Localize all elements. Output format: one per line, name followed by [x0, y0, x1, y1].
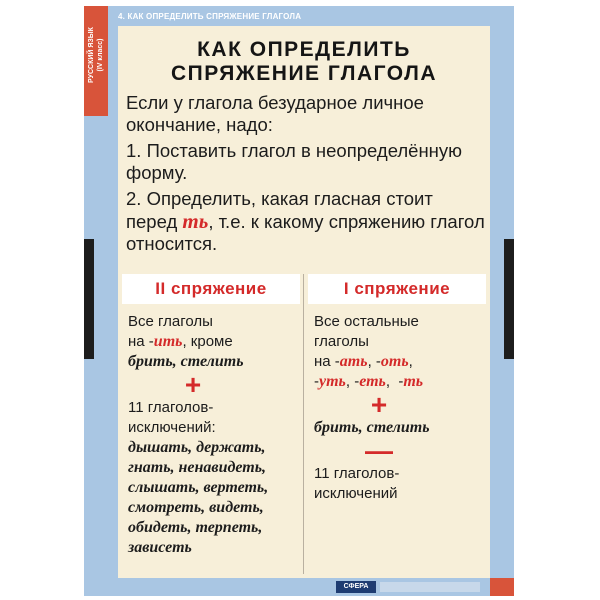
footer-bar [118, 578, 490, 596]
page-title [118, 38, 490, 86]
left-plus-sign: + [184, 369, 202, 400]
content-panel [118, 26, 490, 578]
left-line-5: исключений: [128, 419, 216, 436]
intro-paragraph-3 [126, 188, 486, 255]
left-line-1: Все глаголы [128, 313, 213, 330]
side-strip-text [87, 0, 105, 110]
title-line-1: КАК ОПРЕДЕЛИТЬ [197, 38, 411, 61]
exception-line: зависеть [128, 539, 192, 556]
footer-corner [490, 578, 514, 596]
intro-paragraph-2: 1. Поставить глагол в неопределённую форму. [126, 140, 463, 183]
right-line-3: на -ать, -оть, [314, 353, 413, 370]
right-minus-sign: — [365, 435, 393, 466]
exception-line: гнать, ненавидеть, [128, 459, 267, 476]
header-label: 4. КАК ОПРЕДЕЛИТЬ СПРЯЖЕНИЕ ГЛАГОЛА [118, 12, 302, 21]
exception-line: смотреть, видеть, [128, 499, 264, 516]
right-plus-sign: + [370, 389, 388, 420]
exception-line: дышать, держать, [128, 439, 266, 456]
heading-first-conjugation: I спряжение [308, 274, 486, 304]
poster [84, 6, 514, 596]
exception-line: обидеть, терпеть, [128, 519, 263, 536]
intro-p3-marker: ть [182, 209, 209, 233]
exception-line: слышать, вертеть, [128, 479, 269, 496]
suffix-ot: оть [380, 353, 409, 370]
left-line-2-post: , кроме [182, 333, 233, 350]
suffix-et: еть [359, 373, 386, 390]
right-edge-tab [504, 239, 514, 359]
side-subject: РУССКИЙ ЯЗЫК [88, 27, 95, 83]
suffix-at: ать [339, 353, 368, 370]
intro-paragraph-1: Если у глагола безударное личное окончание, надо: [126, 92, 424, 135]
right-line-1: Все остальные [314, 313, 419, 330]
second-conjugation-column [128, 312, 300, 558]
left-line-2 [128, 332, 300, 352]
intro-p3-end: , т.е. к какому спряжению глагол относится. [126, 211, 485, 254]
right-line-7: исключений [314, 485, 398, 502]
right-line-4: -уть, -еть, -ть [314, 373, 424, 390]
left-suffix: ить [153, 333, 183, 350]
right-line-6: 11 глаголов- [314, 465, 400, 482]
left-line-2-pre: на - [128, 333, 154, 350]
publisher-logo: СФЕРА [336, 581, 376, 593]
footer-info-box [380, 582, 480, 592]
left-edge-tab [84, 239, 94, 359]
right-line-5: брить, стелить [314, 419, 430, 436]
right-line-2: глаголы [314, 333, 369, 350]
heading-second-conjugation: II спряжение [122, 274, 300, 304]
intro-text [126, 92, 486, 259]
first-conjugation-column [314, 312, 486, 504]
column-divider [303, 274, 304, 574]
side-grade: (IV класс) [97, 38, 104, 72]
left-line-3: брить, стелить [128, 353, 244, 370]
right-line-3-pre: на - [314, 353, 340, 370]
intro-p3-start: 2. Определить, какая гласная стоит перед [126, 188, 433, 232]
suffix-ut: уть [319, 373, 346, 390]
title-line-2: СПРЯЖЕНИЕ ГЛАГОЛА [170, 62, 438, 85]
suffix-t: ть [403, 373, 424, 390]
left-line-4: 11 глаголов- [128, 399, 214, 416]
